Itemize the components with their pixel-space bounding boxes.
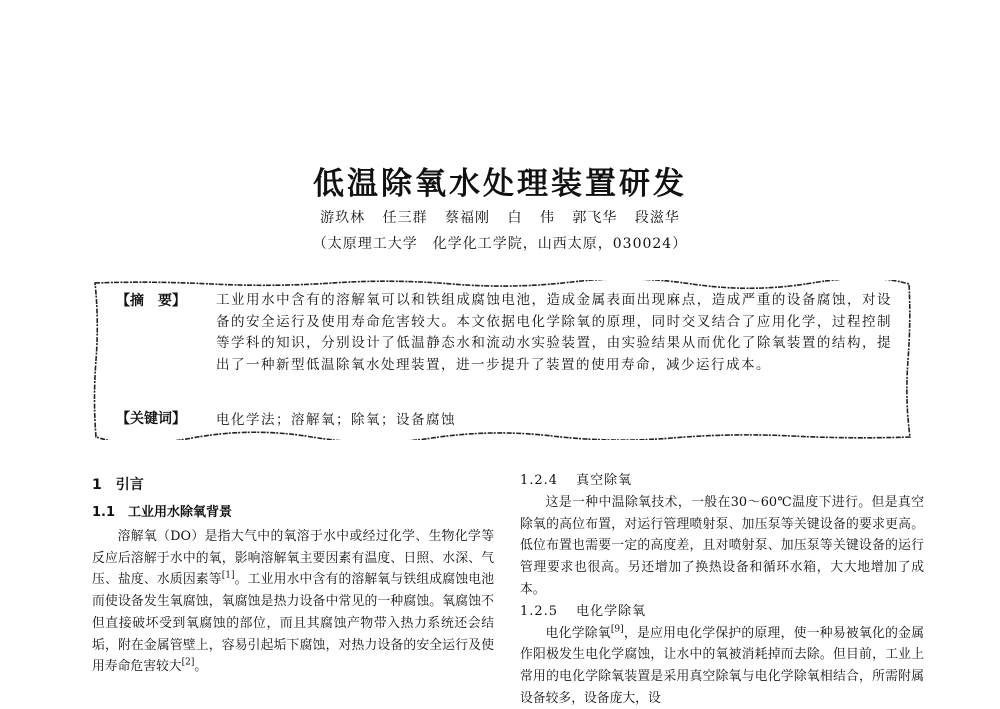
subsection-number: 1.2.4 — [520, 473, 559, 488]
left-column — [92, 470, 494, 678]
para1-main: 溶解氧（DO）是指大气中的氧溶于水中或经过化学、生物化学等反应后溶解于水中的氧，影响溶解氧主要因素有温度、日照、水深、气压、盐度、水质因素等 — [92, 529, 494, 588]
para-b-rest: ，是应用电化学保护的原理，使一种易被氧化的金属作阳极发生电化学腐蚀，让水中的氧被消耗掉而去除。但目前，工业上常用的电化学除氧装置是采用真空除氧与电化学除氧相结合，所需附属设备较多，设备庞大，设 — [520, 625, 925, 706]
para1-rest: 。工业用水中含有的溶解氧与铁组成腐蚀电池而使设备发生氧腐蚀，氧腐蚀是热力设备中常见的一种腐蚀。氧腐蚀不但直接破坏受到氧腐蚀的部位，而且其腐蚀产物带入热力系统还会结垢，附在金属管壁上，容易引起垢下腐蚀，对热力设备的安全运行及使用寿命危害较大 — [92, 572, 495, 675]
subsection-heading-electrochemical — [520, 601, 924, 623]
subsection-title: 电化学除氧 — [576, 603, 647, 619]
citation-1: [1] — [221, 571, 235, 582]
paper-title: 低温除氧水处理装置研发 — [313, 166, 687, 202]
affiliation: （太原理工大学 化学化工学院，山西太原，030024） — [312, 236, 688, 252]
subsection-heading-vacuum — [520, 470, 924, 492]
paragraph-dissolved-oxygen — [92, 526, 494, 678]
author-list: 游玖林 任三群 蔡福刚 白 伟 郭飞华 段滋华 — [320, 210, 680, 226]
abstract-text: 工业用水中含有的溶解氧可以和铁组成腐蚀电池，造成金属表面出现麻点，造成严重的设备腐蚀，对设备的安全运行及使用寿命危害较大。本文依据电化学除氧的原理，同时交叉结合了应用化学，过程控制等学科的知识，分别设计了低温静态水和流动水实验装置，由实验结果从而优化了除氧装置的结构，提出了一种新型低温除氧水处理装置，进一步提升了装置的使用寿命，减少运行成本。 — [216, 292, 892, 373]
abstract-box — [92, 280, 912, 440]
citation-9: [9] — [610, 624, 624, 635]
subsection-heading-background: 1.1 工业用水除氧背景 — [92, 505, 233, 520]
citation-2: [2] — [181, 657, 195, 668]
subsection-title: 真空除氧 — [576, 473, 633, 488]
right-column — [520, 470, 924, 709]
para1-end: 。 — [194, 659, 208, 675]
paragraph-vacuum-deoxygenation: 这是一种中温除氧技术，一般在30～60℃温度下进行。但是真空除氧的高位布置，对运行管理喷射泵、加压泵等关键设备的要求更高。低位布置也需要一定的高度差，且对喷射泵、加压泵等关键设备的运行管理要求也很高。另还增加了换热设备和循环水箱，大大地增加了成本。 — [520, 495, 924, 597]
paragraph-electrochemical-deoxygenation — [520, 623, 924, 709]
section-heading-introduction: 1 引言 — [92, 477, 144, 493]
keywords-label: 【关键词】 — [116, 411, 186, 427]
para-b-start: 电化学除氧 — [545, 625, 611, 641]
abstract-label: 【摘 要】 — [116, 293, 186, 309]
subsection-number: 1.2.5 — [520, 603, 559, 619]
keywords-text: 电化学法；溶解氧；除氧；设备腐蚀 — [216, 412, 456, 428]
